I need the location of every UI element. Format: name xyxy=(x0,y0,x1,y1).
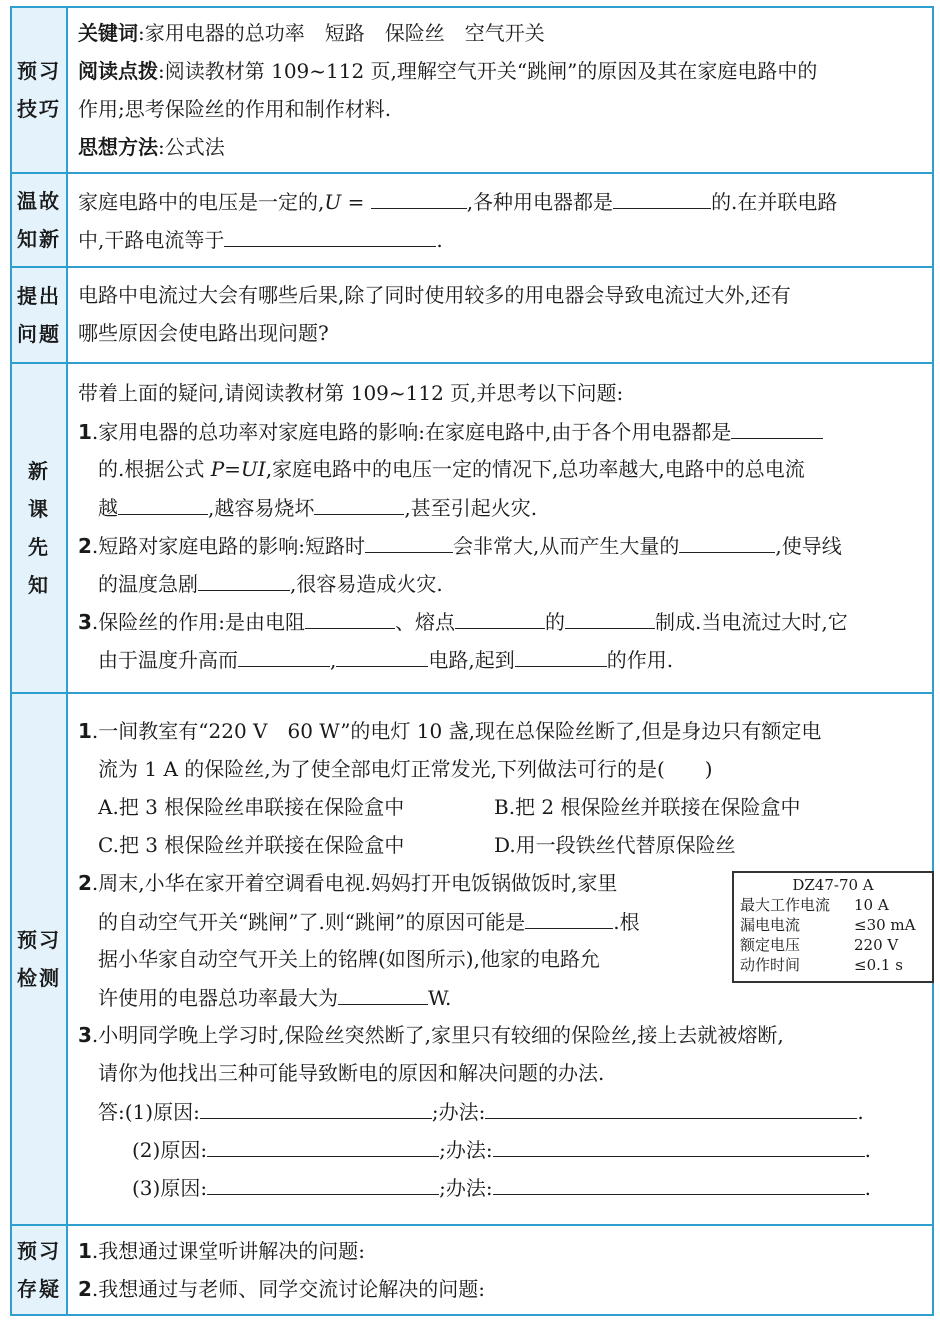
reason-blank[interactable] xyxy=(200,1092,432,1119)
lesson-text: .短路对家庭电路的影响:短路时 xyxy=(91,534,366,558)
lesson-text: 会非常大,从而产生大量的 xyxy=(453,534,680,558)
answer-blank[interactable] xyxy=(455,602,545,629)
nameplate-value: 220 V xyxy=(854,936,899,954)
answer-blank[interactable] xyxy=(731,412,823,439)
problem-text: .一间教室有“220 V 60 W”的电灯 10 盏,现在总保险丝断了,但是身边只有额定电 xyxy=(91,719,822,743)
item-number: 2 xyxy=(78,1277,92,1301)
review-text: 家庭电路中的电压是一定的, xyxy=(78,190,325,214)
review-text: 中,干路电流等于 xyxy=(78,228,225,252)
problem-text: 请你为他找出三种可能导致断电的原因和解决问题的办法. xyxy=(98,1061,605,1085)
reason-label: (3)原因: xyxy=(132,1176,208,1200)
reason-label: (2)原因: xyxy=(132,1138,208,1162)
review-text: . xyxy=(436,228,443,252)
lesson-text: 的作用. xyxy=(606,648,674,672)
label-doubts: 预习存疑 xyxy=(17,1239,61,1301)
nameplate-row xyxy=(740,935,926,955)
method-blank[interactable] xyxy=(485,1092,857,1119)
problem-text: 据小华家自动空气开关上的铭牌(如图所示),他家的电路允 xyxy=(98,947,600,971)
doubt-prompt[interactable]: .我想通过与老师、同学交流讨论解决的问题: xyxy=(91,1277,486,1301)
nameplate-value: ≤30 mA xyxy=(854,916,916,934)
item-number: 2 xyxy=(78,871,92,895)
answer-blank[interactable] xyxy=(613,182,711,209)
nameplate-key: 漏电电流 xyxy=(740,916,801,934)
nameplate-key: 额定电压 xyxy=(740,936,801,954)
lesson-text: 越 xyxy=(98,496,118,520)
lesson-text: 电路,起到 xyxy=(428,648,515,672)
answer-blank[interactable] xyxy=(118,488,208,515)
problem-text: .小明同学晚上学习时,保险丝突然断了,家里只有较细的保险丝,接上去就被熔断, xyxy=(91,1023,784,1047)
lesson-text: .家用电器的总功率对家庭电路的影响:在家庭电路中,由于各个用电器都是 xyxy=(91,420,732,444)
answer-blank[interactable] xyxy=(371,182,467,209)
label-preview-tips: 预习技巧 xyxy=(17,59,61,121)
reading-text: :阅读教材第 109~112 页,理解空气开关“跳闸”的原因及其在家庭电路中的 xyxy=(158,59,818,83)
problem-text: 流为 1 A 的保险丝,为了使全部电灯正常发光,下列做法可行的是( ) xyxy=(98,757,713,781)
answer-blank[interactable] xyxy=(198,564,290,591)
nameplate-value: ≤0.1 s xyxy=(854,956,903,974)
answer-blank[interactable] xyxy=(679,526,775,553)
lesson-text: ,很容易造成火灾. xyxy=(290,572,443,596)
answer-blank[interactable] xyxy=(224,220,436,247)
section-question xyxy=(12,268,932,364)
lesson-text: ,甚至引起火灾. xyxy=(404,496,538,520)
item-number: 1 xyxy=(78,719,92,743)
lesson-text: ,越容易烧坏 xyxy=(208,496,315,520)
method-blank[interactable] xyxy=(493,1168,865,1195)
lesson-intro: 带着上面的疑问,请阅读教材第 109~112 页,并思考以下问题: xyxy=(78,381,624,405)
question-text: 电路中电流过大会有哪些后果,除了同时使用较多的用电器会导致电流过大外,还有 xyxy=(78,283,791,307)
label-review: 温故知新 xyxy=(17,189,61,251)
lesson-text: 的.根据公式 xyxy=(98,457,211,481)
answer-blank[interactable] xyxy=(305,602,395,629)
lesson-text: 由于温度升高而 xyxy=(98,648,238,672)
period: . xyxy=(864,1176,871,1200)
section-new-lesson xyxy=(12,364,932,694)
section-review xyxy=(12,174,932,268)
option-d[interactable]: D.用一段铁丝代替原保险丝 xyxy=(494,833,736,857)
answer-prefix: 答: xyxy=(98,1100,125,1124)
section-label xyxy=(12,8,68,172)
item-number: 3 xyxy=(78,610,92,634)
nameplate-key: 最大工作电流 xyxy=(740,896,831,914)
section-doubts xyxy=(12,1226,932,1314)
reading-text-2: 作用;思考保险丝的作用和制作材料. xyxy=(78,97,392,121)
lesson-text: 、熔点 xyxy=(395,610,456,634)
voltage-symbol: U xyxy=(324,190,342,214)
method-label: ;办法: xyxy=(439,1138,493,1162)
period: . xyxy=(864,1138,871,1162)
method-label: ;办法: xyxy=(439,1176,493,1200)
lesson-text: ,使导线 xyxy=(775,534,842,558)
reason-blank[interactable] xyxy=(207,1130,439,1157)
doubt-prompt[interactable]: .我想通过课堂听讲解决的问题: xyxy=(91,1239,366,1263)
reading-label: 阅读点拨 xyxy=(78,59,158,83)
lesson-text: .保险丝的作用:是由电阻 xyxy=(91,610,306,634)
answer-blank[interactable] xyxy=(525,902,613,929)
problem-text: 的自动空气开关“跳闸”了.则“跳闸”的原因可能是 xyxy=(98,910,526,934)
method-label: 思想方法 xyxy=(78,135,158,159)
power-formula: P=UI xyxy=(210,457,266,481)
nameplate-row xyxy=(740,895,926,915)
answer-blank[interactable] xyxy=(336,640,428,667)
answer-blank[interactable] xyxy=(238,640,330,667)
problem-text: .周末,小华在家开着空调看电视.妈妈打开电饭锅做饭时,家里 xyxy=(91,871,618,895)
label-check: 预习检测 xyxy=(17,928,61,990)
method-blank[interactable] xyxy=(493,1130,865,1157)
lesson-text: , xyxy=(330,648,337,672)
problem-text: W. xyxy=(428,986,452,1010)
answer-blank[interactable] xyxy=(565,602,655,629)
nameplate-key: 动作时间 xyxy=(740,956,801,974)
problem-text: 许使用的电器总功率最大为 xyxy=(98,986,338,1010)
item-number: 3 xyxy=(78,1023,92,1047)
lesson-text: 制成.当电流过大时,它 xyxy=(655,610,848,634)
lesson-text: ,家庭电路中的电压一定的情况下,总功率越大,电路中的总电流 xyxy=(265,457,805,481)
method-text: :公式法 xyxy=(158,135,225,159)
answer-blank[interactable] xyxy=(314,488,404,515)
breaker-nameplate xyxy=(732,871,934,983)
worksheet xyxy=(10,6,934,1316)
section-check xyxy=(12,694,932,1226)
option-b[interactable]: B.把 2 根保险丝并联接在保险盒中 xyxy=(494,795,801,819)
keywords-label: 关键词 xyxy=(78,21,138,45)
lesson-text: 的温度急剧 xyxy=(98,572,198,596)
item-number: 1 xyxy=(78,420,92,444)
item-number: 1 xyxy=(78,1239,92,1263)
period: . xyxy=(857,1100,864,1124)
reason-label: (1)原因: xyxy=(124,1100,200,1124)
question-text-2: 哪些原因会使电路出现问题? xyxy=(78,321,329,345)
nameplate-row xyxy=(740,915,926,935)
reason-blank[interactable] xyxy=(207,1168,439,1195)
keywords-text: :家用电器的总功率 短路 保险丝 空气开关 xyxy=(138,21,545,45)
answer-blank[interactable] xyxy=(515,640,607,667)
label-question: 提出问题 xyxy=(17,284,61,346)
nameplate-value: 10 A xyxy=(854,896,889,914)
answer-blank[interactable] xyxy=(365,526,453,553)
problem-text: .根 xyxy=(613,910,640,934)
review-text: = xyxy=(341,190,371,214)
item-number: 2 xyxy=(78,534,92,558)
option-c[interactable]: C.把 3 根保险丝并联接在保险盒中 xyxy=(98,833,405,857)
section-content xyxy=(70,8,932,172)
section-preview-tips xyxy=(12,8,932,174)
nameplate-title: DZ47-70 A xyxy=(792,876,874,894)
lesson-text: 的 xyxy=(545,610,566,634)
answer-blank[interactable] xyxy=(338,978,428,1005)
option-a[interactable]: A.把 3 根保险丝串联接在保险盒中 xyxy=(98,795,405,819)
review-text: 的.在并联电路 xyxy=(711,190,838,214)
review-text: ,各种用电器都是 xyxy=(466,190,614,214)
method-label: ;办法: xyxy=(431,1100,486,1124)
label-new-lesson: 新课先知 xyxy=(28,459,50,597)
nameplate-row xyxy=(740,955,926,975)
